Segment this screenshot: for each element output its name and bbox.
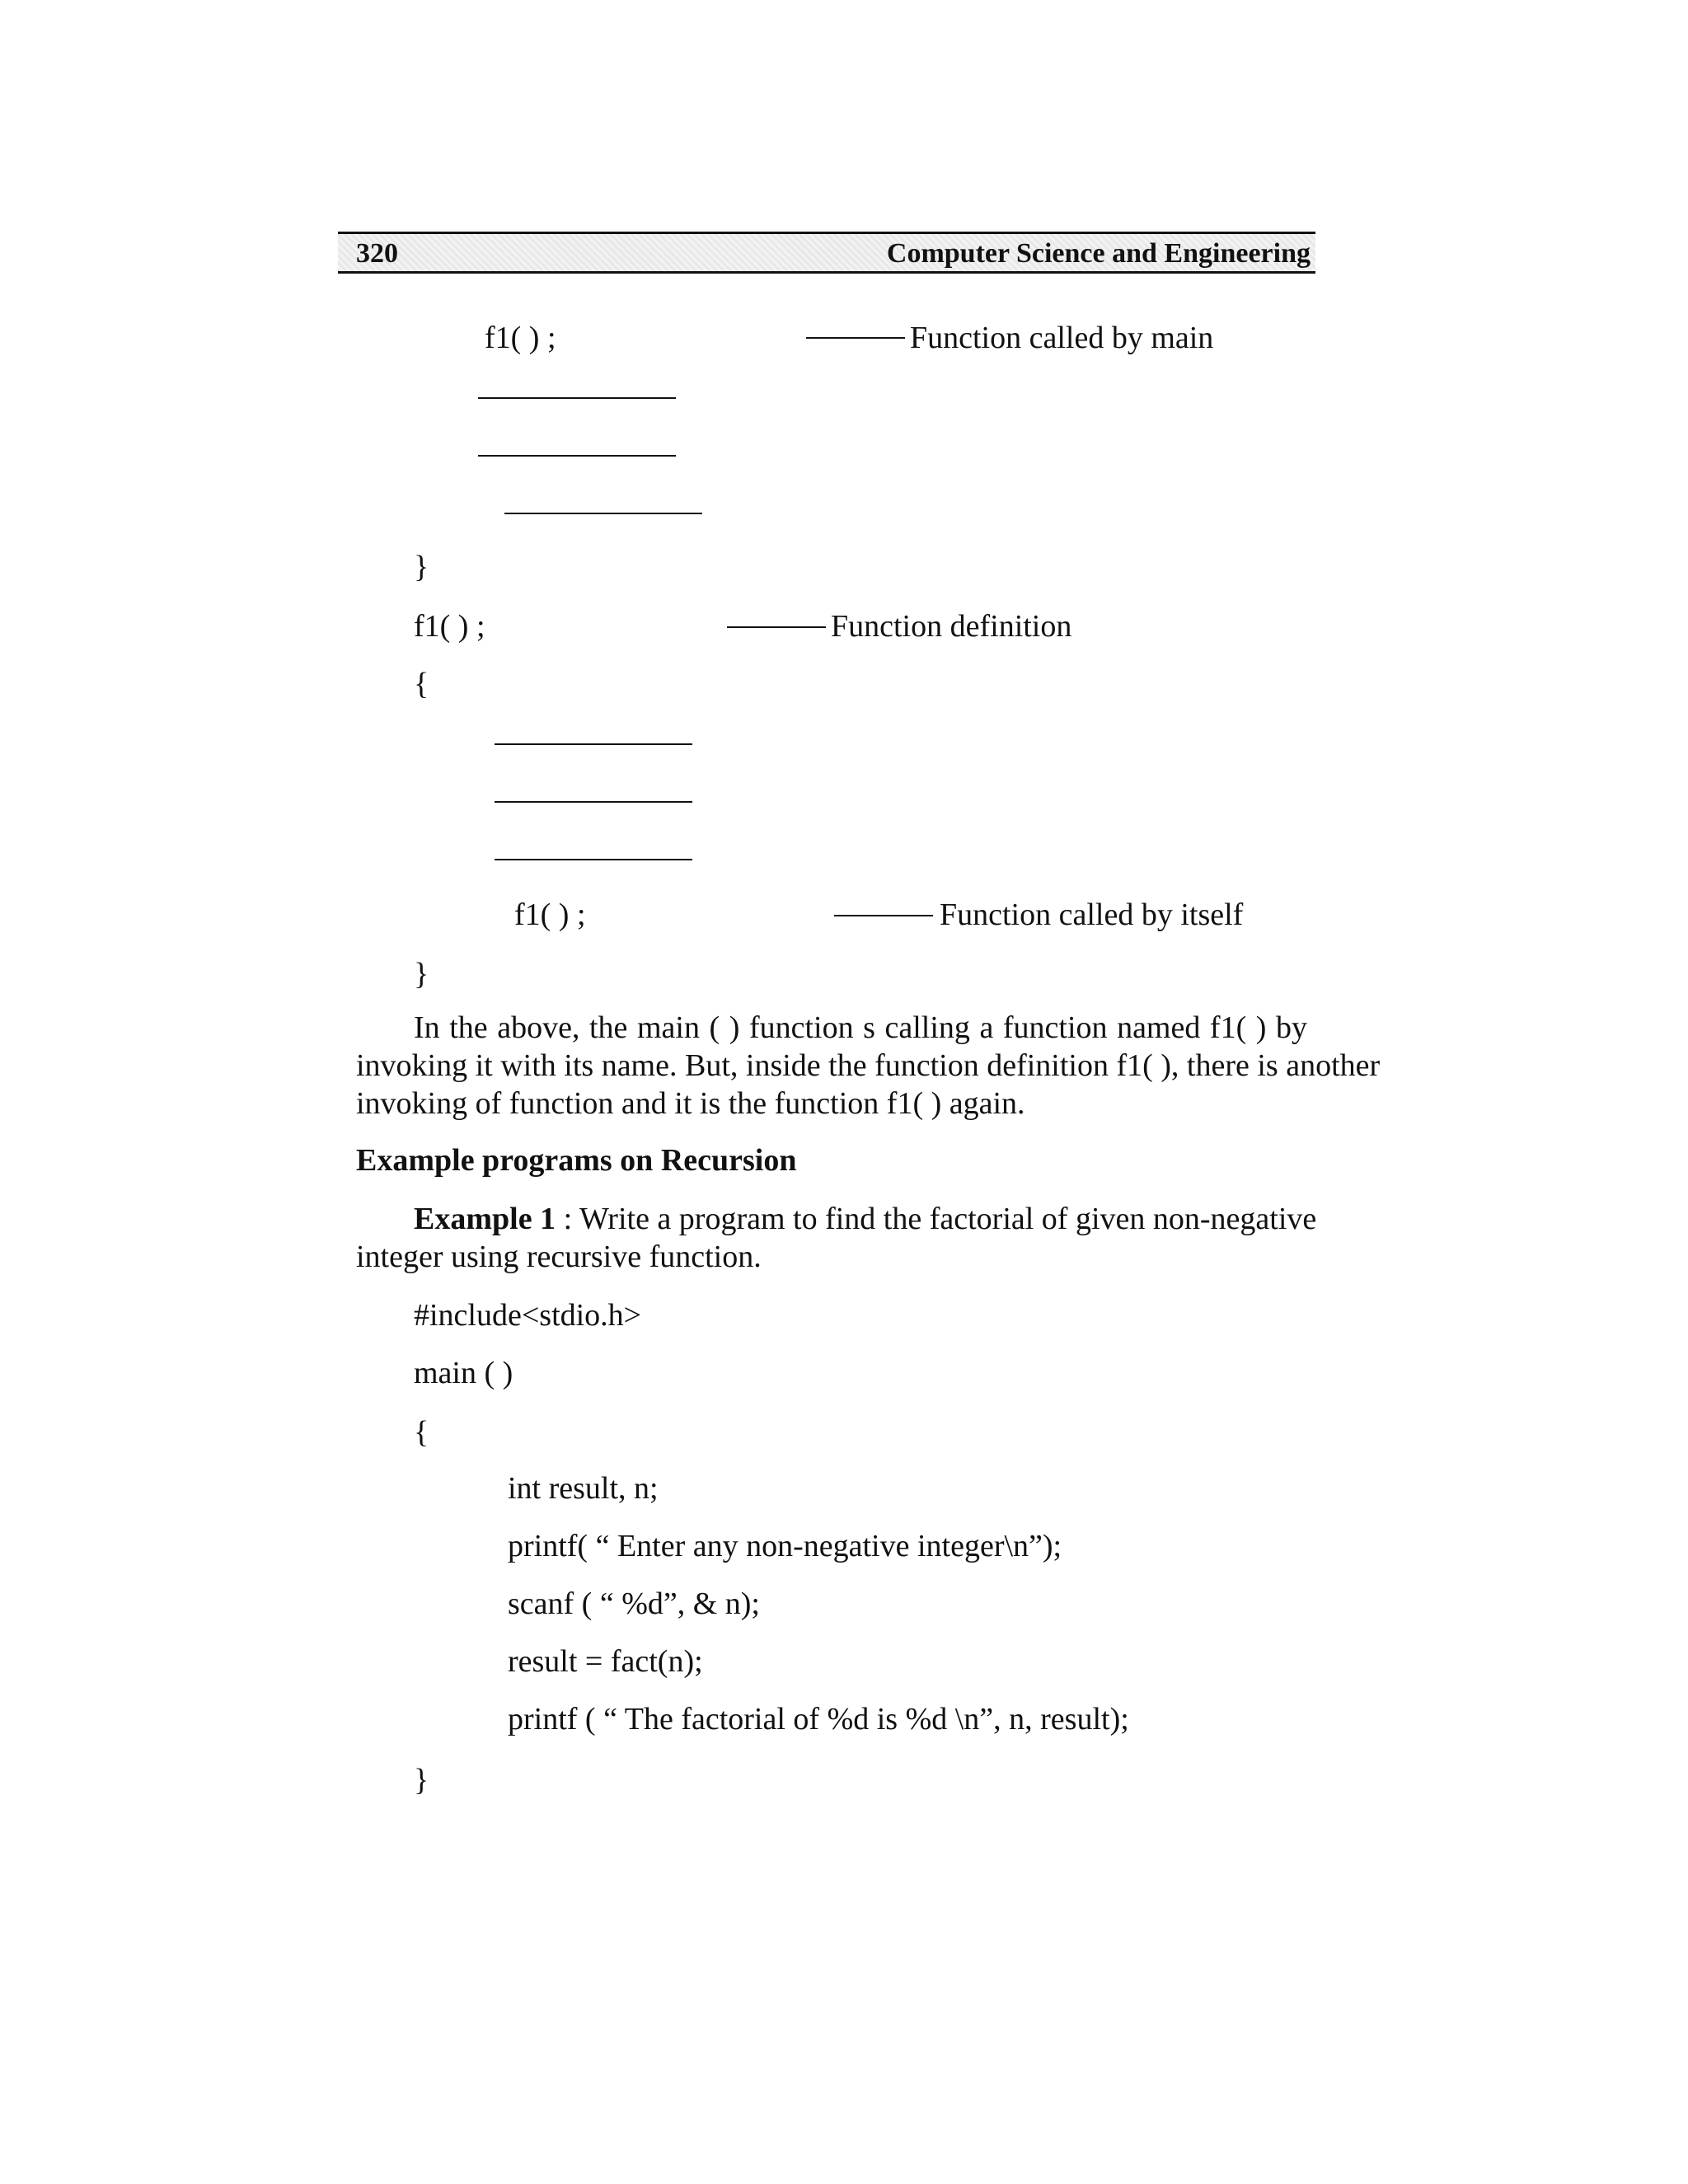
paragraph-line: invoking it with its name. But, inside the function definition f1( ), there is another [356,1048,1381,1083]
code-open-brace: { [414,1415,429,1450]
blank-line [478,455,676,457]
call-self-leader-line [834,915,933,916]
blank-line [478,397,676,399]
example-label: Example 1 [414,1202,556,1236]
call-main-leader-line [806,337,905,339]
definition-open-brace: { [414,667,429,701]
page-number: 320 [356,238,398,269]
code-printf-prompt: printf( “ Enter any non-negative integer\n”); [508,1529,1062,1563]
definition-note: Function definition [831,609,1072,644]
call-self-note: Function called by itself [940,898,1244,932]
running-title: Computer Science and Engineering [886,238,1311,269]
example-line [356,1200,1317,1238]
example-statement [356,1200,1317,1276]
section-heading: Example programs on Recursion [356,1143,797,1178]
example-colon: : [556,1202,573,1236]
example-text: Write a program to find the factorial of given non-negative [579,1202,1317,1236]
page-header [338,232,1315,274]
call-main-code: f1( ) ; [485,321,556,355]
explanation-paragraph [356,1009,1381,1122]
paragraph-line: invoking of function and it is the function f1( ) again. [356,1086,1025,1121]
definition-code: f1( ) ; [414,609,485,644]
call-self-code: f1( ) ; [514,898,586,932]
call-main-note: Function called by main [910,321,1214,355]
definition-close-brace: } [414,957,429,991]
blank-line [495,743,692,745]
blank-line [495,801,692,803]
code-declaration: int result, n; [508,1471,659,1506]
code-assignment: result = fact(n); [508,1644,703,1679]
example-line: integer using recursive function. [356,1240,762,1274]
paragraph-line: In the above, the main ( ) function s calling a function named f1( ) by [414,1010,1307,1045]
code-close-brace: } [414,1763,429,1797]
main-close-brace: } [414,550,429,584]
code-main: main ( ) [414,1356,513,1390]
definition-leader-line [727,626,826,628]
blank-line [495,859,692,860]
blank-line [504,513,702,514]
code-include: #include<stdio.h> [414,1298,642,1333]
code-scanf: scanf ( “ %d”, & n); [508,1586,760,1621]
code-printf-result: printf ( “ The factorial of %d is %d \n”, n, result); [508,1702,1129,1736]
